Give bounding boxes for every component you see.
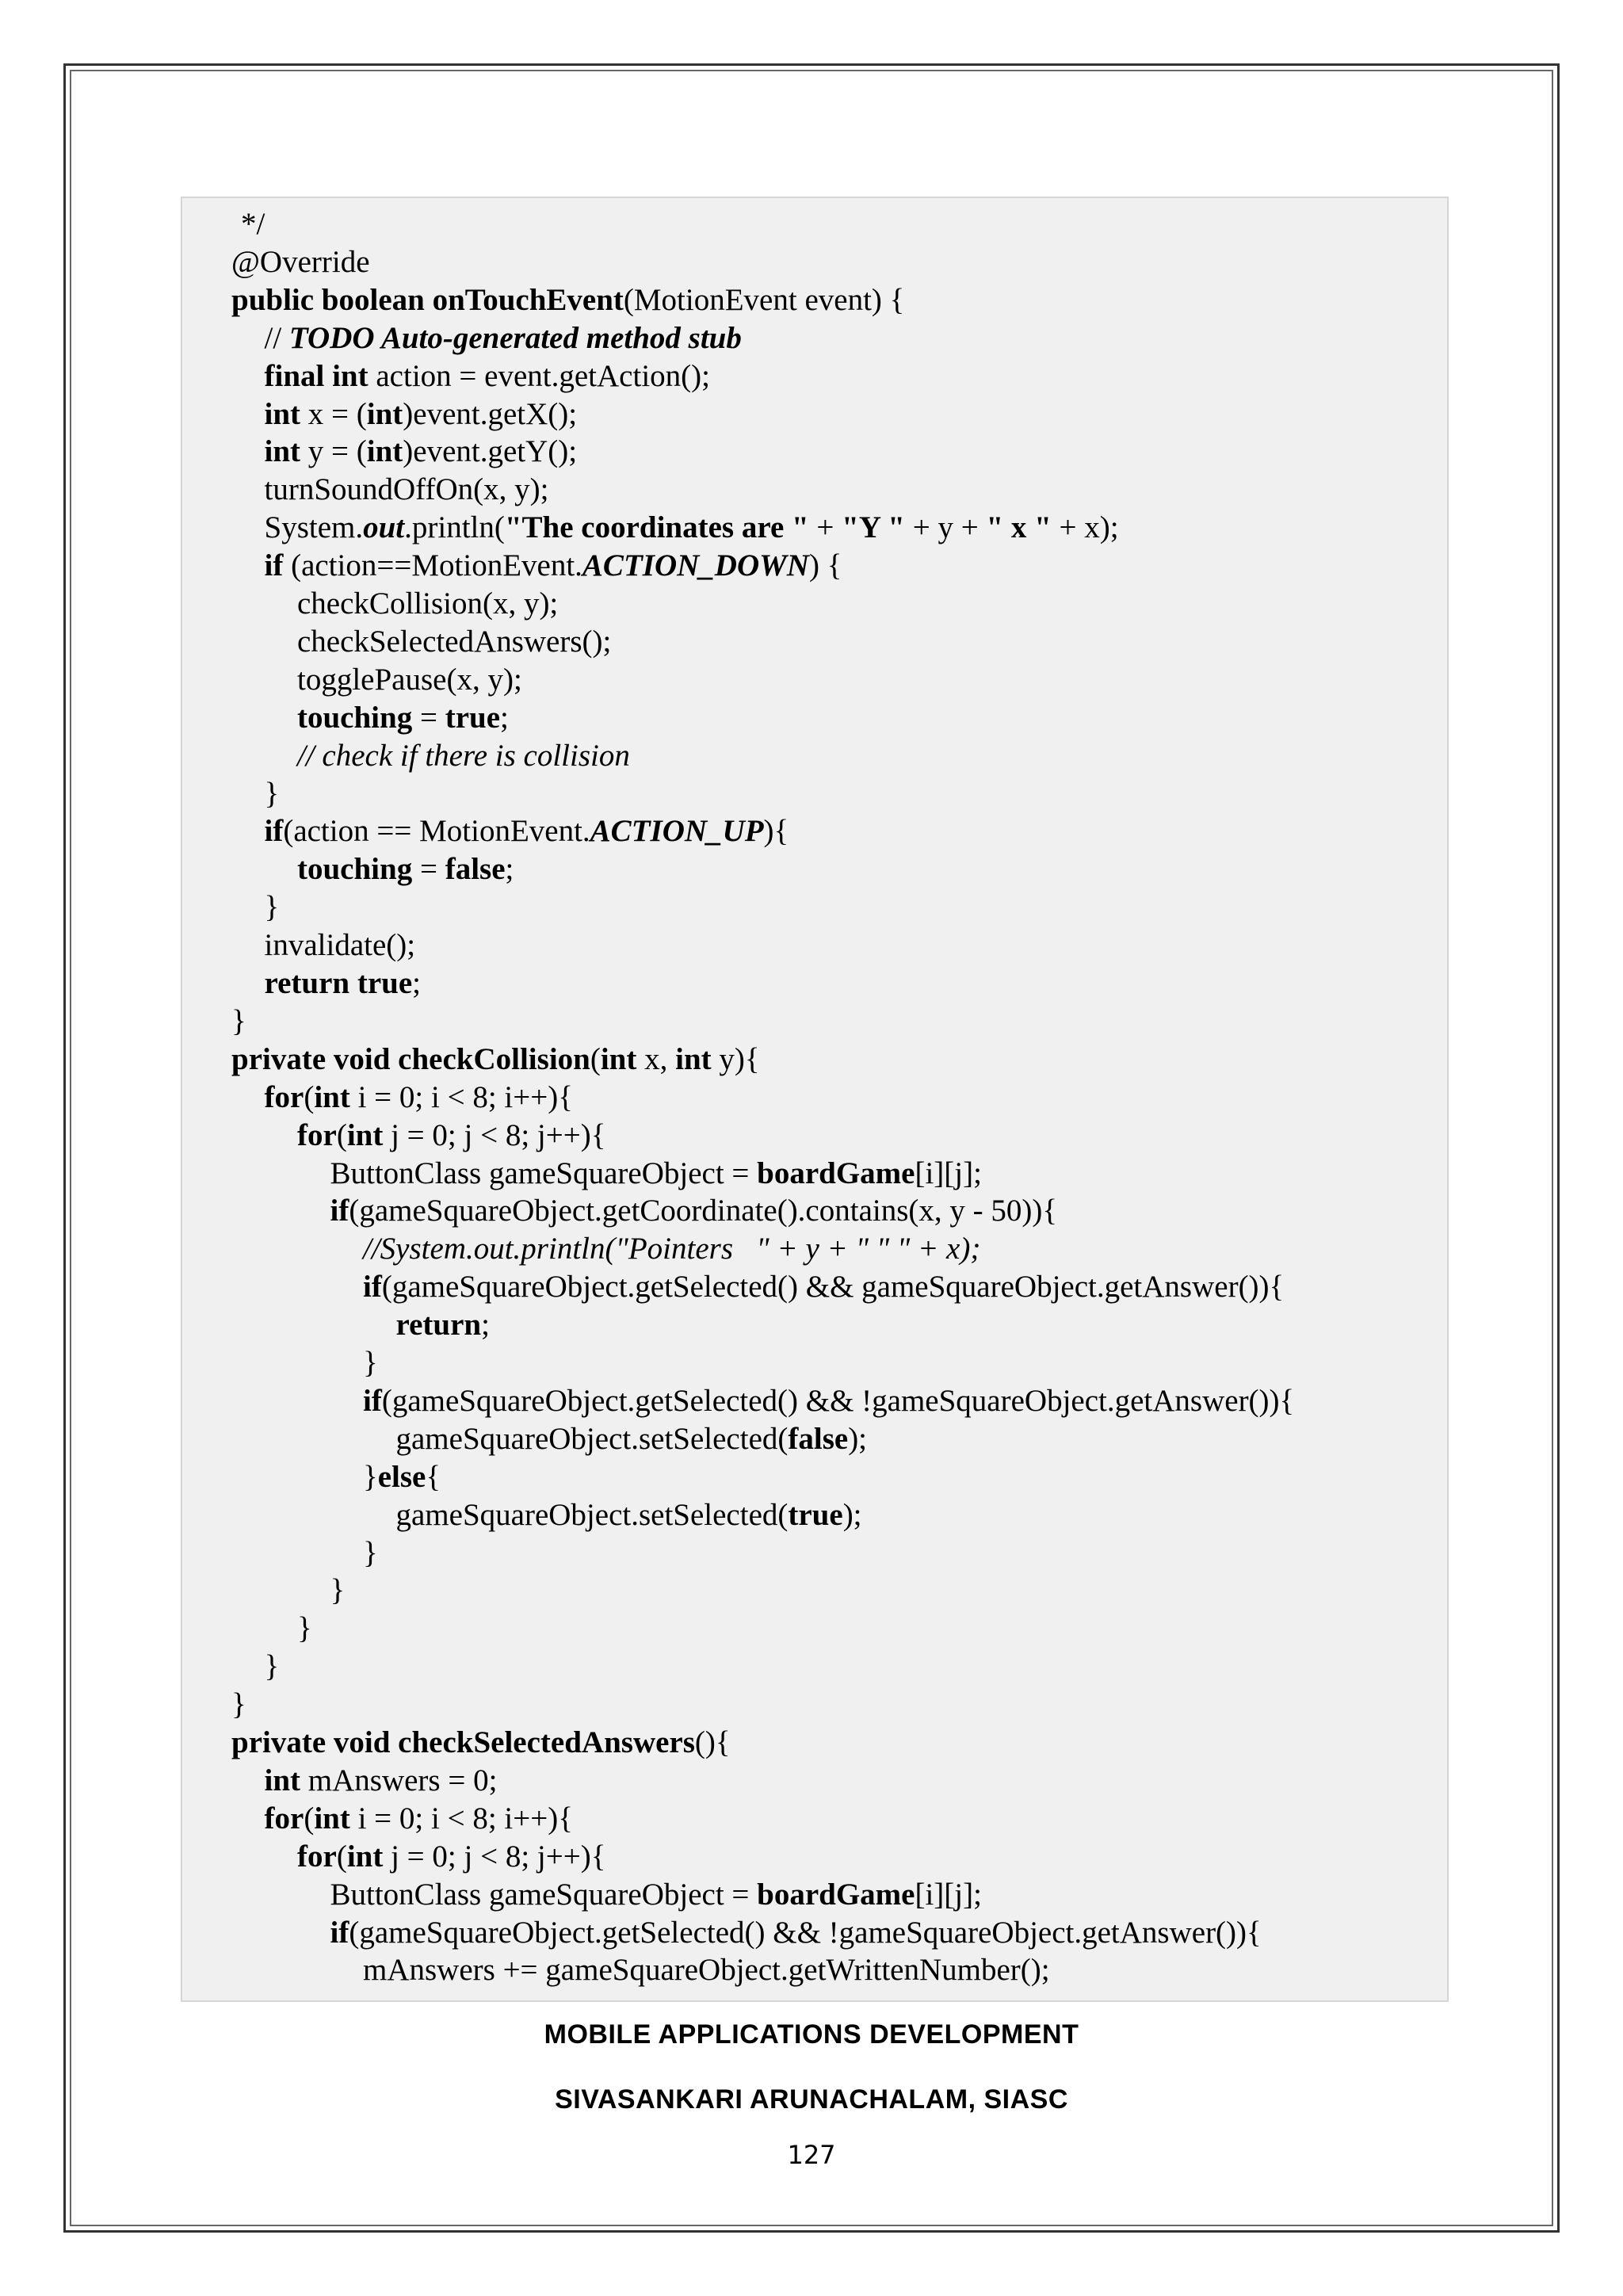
code-line (231, 1724, 731, 1762)
code-token: } (330, 1573, 346, 1608)
code-token: } (363, 1459, 378, 1494)
code-token: = (412, 700, 445, 735)
page-number: 127 (787, 2140, 836, 2170)
code-token: int (366, 434, 403, 469)
code-token: ( (590, 1041, 601, 1076)
code-token: " x " (986, 510, 1052, 545)
code-token: (action==MotionEvent. (283, 548, 582, 583)
code-token: ; (412, 966, 421, 1000)
code-token: j = 0; j < 8; j++){ (383, 1839, 606, 1874)
code-token: i = 0; i < 8; i++){ (349, 1801, 573, 1836)
code-token: System. (264, 510, 364, 545)
code-token: ButtonClass gameSquareObject = (330, 1877, 758, 1912)
code-token: false (445, 852, 506, 887)
code-line (231, 243, 370, 281)
code-token: */ (241, 207, 265, 241)
code-token: int (264, 1763, 301, 1797)
code-token: "The coordinates are " (504, 510, 809, 545)
code-token: int (314, 1079, 350, 1114)
code-token: i = 0; i < 8; i++){ (349, 1079, 573, 1114)
code-token: = (412, 852, 445, 887)
code-line (265, 509, 1119, 547)
code-line (363, 1382, 1294, 1420)
code-token: if (363, 1270, 382, 1305)
code-token: .println( (404, 510, 505, 545)
code-line (330, 1572, 346, 1610)
code-line (396, 1306, 490, 1344)
code-line (297, 850, 514, 888)
code-token: private void checkSelectedAnswers (231, 1725, 695, 1759)
code-line (231, 1041, 760, 1079)
code-token: int (346, 1117, 384, 1152)
code-line (265, 1800, 573, 1838)
code-line (241, 205, 265, 243)
code-token: } (231, 1003, 246, 1038)
code-token: private void checkCollision (231, 1041, 590, 1076)
code-token: @Override (231, 244, 370, 279)
code-line (330, 1192, 1058, 1230)
code-token: for (297, 1117, 337, 1152)
code-token: } (264, 1649, 280, 1684)
code-token: checkCollision(x, y); (297, 586, 559, 621)
code-token: //System.out.println("Pointers " + y + " " " + x); (363, 1232, 981, 1266)
code-token: j = 0; j < 8; j++){ (383, 1117, 606, 1152)
code-token: else (377, 1459, 426, 1494)
code-token: (action == MotionEvent. (283, 814, 590, 849)
code-token: } (363, 1346, 378, 1380)
code-line (330, 1876, 982, 1914)
code-token: out (363, 510, 405, 545)
code-line (231, 1686, 246, 1724)
code-token: y = ( (300, 434, 367, 469)
code-token: (gameSquareObject.getSelected() && !gameSquareObject.getAnswer()){ (381, 1383, 1295, 1418)
code-token: (MotionEvent event) { (623, 282, 905, 317)
code-line (297, 623, 611, 661)
code-token: public boolean onTouchEvent (231, 282, 624, 317)
code-line (265, 775, 280, 813)
code-line (363, 1951, 1050, 1989)
code-line (297, 737, 630, 775)
code-line (363, 1344, 378, 1382)
code-token: gameSquareObject.setSelected( (395, 1497, 789, 1532)
code-token: checkSelectedAnswers(); (297, 624, 612, 659)
footer-course-title: MOBILE APPLICATIONS DEVELOPMENT (544, 2019, 1079, 2050)
code-token: int (314, 1801, 350, 1836)
code-token: if (330, 1915, 349, 1950)
code-token: true (445, 700, 501, 735)
code-token: ; (500, 700, 509, 735)
code-token: ; (481, 1308, 490, 1343)
code-line (265, 812, 789, 850)
code-token: )event.getX(); (403, 396, 578, 431)
code-token: int (264, 396, 301, 431)
code-line (231, 281, 904, 319)
code-token: action = event.getAction(); (368, 358, 710, 393)
code-line (265, 319, 742, 357)
code-token: x, (636, 1041, 676, 1076)
code-token: ACTION_DOWN (582, 548, 809, 583)
code-line (265, 965, 421, 1003)
code-line (265, 357, 710, 395)
code-token: ( (336, 1117, 347, 1152)
code-token: mAnswers = 0; (300, 1763, 498, 1797)
code-line (297, 585, 558, 623)
code-token: ); (842, 1497, 862, 1532)
code-line (231, 1003, 246, 1041)
code-token: [i][j]; (915, 1156, 982, 1190)
code-token: [i][j]; (915, 1877, 982, 1912)
code-token: gameSquareObject.setSelected( (395, 1421, 789, 1456)
code-token: touching (297, 700, 413, 735)
code-token: int (346, 1839, 384, 1874)
code-token: // check if there is collision (297, 738, 630, 773)
code-token: boardGame (757, 1877, 915, 1912)
code-line (363, 1534, 378, 1572)
code-token: mAnswers += gameSquareObject.getWrittenNumber(); (363, 1953, 1050, 1988)
code-token: false (788, 1421, 849, 1456)
code-line (330, 1914, 1262, 1952)
code-token: true (788, 1497, 843, 1532)
code-token: for (264, 1801, 304, 1836)
code-line (265, 888, 280, 926)
code-token: y){ (711, 1041, 760, 1076)
code-token: } (297, 1611, 312, 1646)
code-line (265, 1079, 573, 1117)
code-token: if (264, 814, 284, 849)
code-token: ); (848, 1421, 868, 1456)
code-line (265, 395, 578, 434)
code-token: ){ (763, 814, 789, 849)
code-token: int (675, 1041, 712, 1076)
code-token: return true (264, 966, 413, 1000)
code-token: (){ (694, 1725, 731, 1759)
code-token: } (363, 1535, 378, 1570)
code-line (265, 547, 842, 585)
code-token: return (395, 1308, 482, 1343)
code-token: TODO Auto-generated method stub (288, 320, 742, 355)
code-line (297, 1610, 312, 1648)
code-token: ; (505, 852, 514, 887)
code-line (265, 926, 416, 965)
code-line (265, 433, 578, 471)
code-token: int (600, 1041, 637, 1076)
code-token: (gameSquareObject.getSelected() && gameSquareObject.getAnswer()){ (381, 1270, 1285, 1305)
code-token: int (264, 434, 301, 469)
code-token: togglePause(x, y); (297, 662, 522, 697)
code-token: for (264, 1079, 304, 1114)
code-line (297, 1838, 605, 1876)
code-line (396, 1496, 862, 1534)
code-token: boardGame (757, 1156, 915, 1190)
code-token: )event.getY(); (403, 434, 578, 469)
code-line (330, 1155, 982, 1193)
code-token: ) { (808, 548, 842, 583)
code-token: } (264, 776, 280, 811)
code-token: (gameSquareObject.getSelected() && !gameSquareObject.getAnswer()){ (349, 1915, 1262, 1950)
code-line (363, 1230, 980, 1268)
code-token: { (426, 1459, 441, 1494)
code-token: if (264, 548, 284, 583)
code-line (363, 1268, 1284, 1306)
code-token: ACTION_UP (590, 814, 764, 849)
code-line (297, 1117, 605, 1155)
code-token: if (330, 1194, 349, 1228)
code-token: (gameSquareObject.getCoordinate().contains(x, y - 50)){ (349, 1194, 1058, 1228)
code-token: x = ( (300, 396, 367, 431)
code-line (265, 1762, 498, 1800)
code-token: + y + (904, 510, 987, 545)
code-token: // (264, 320, 289, 355)
code-token: ( (304, 1801, 315, 1836)
code-token: touching (297, 852, 413, 887)
code-line (265, 471, 549, 509)
code-token: ( (304, 1079, 315, 1114)
code-token: ButtonClass gameSquareObject = (330, 1156, 758, 1190)
code-token: "Y " (842, 510, 905, 545)
code-token: if (363, 1383, 382, 1418)
code-token: invalidate(); (264, 928, 416, 963)
code-token: ( (336, 1839, 347, 1874)
code-line (363, 1458, 441, 1496)
code-token: + (808, 510, 842, 545)
code-line (297, 661, 522, 699)
code-token: int (366, 396, 403, 431)
code-token: } (264, 890, 280, 925)
code-token: + x); (1051, 510, 1119, 545)
code-line (265, 1648, 280, 1686)
code-line (396, 1420, 868, 1458)
code-token: for (297, 1839, 337, 1874)
code-token: } (231, 1687, 246, 1722)
footer-author: SIVASANKARI ARUNACHALAM, SIASC (555, 2084, 1068, 2115)
code-token: turnSoundOffOn(x, y); (264, 472, 549, 507)
code-token: final int (264, 358, 369, 393)
code-line (297, 699, 509, 737)
